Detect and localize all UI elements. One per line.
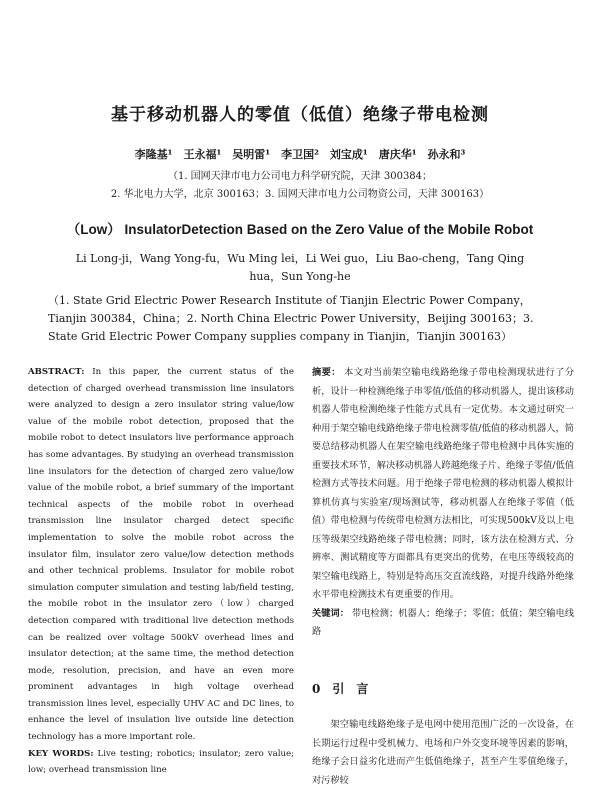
intro-heading: 0 引 言 [312, 682, 369, 696]
affiliation-en: （1. State Grid Electric Power Research Institute of Tianjin Electric Power Company，Tianjin 300384，China；2. North China Electric Power University，Beijing 300163；3. State Grid Electric Power Company supplies company in Tianjin，Tianjin 300163） [48, 294, 534, 343]
keywords-cn-text: 带电检测；机器人；绝缘子；零值；低值；架空输电线路 [312, 607, 575, 637]
abstract-en-column [28, 364, 294, 779]
abstract-cn-column [312, 364, 574, 642]
authors-en: Li Long-ji，Wang Yong-fu，Wu Ming lei，Li Wei guo，Liu Bao-cheng，Tang Qing hua，Sun Yong-he [75, 252, 525, 283]
authors-cn: 李隆基¹ 王永福¹ 吴明雷¹ 李卫国² 刘宝成¹ 唐庆华¹ 孙永和³ [134, 148, 466, 161]
intro-body: 架空输电线路绝缘子是电网中使用范围广泛的一次设备，在长期运行过程中受机械力、电场和户外交变环境等因素的影响，绝缘子会日益劣化进而产生低值绝缘子，甚至产生零值绝缘子，对污秽较 [312, 719, 574, 786]
abstract-en-label: ABSTRACT: [28, 367, 85, 377]
paper-title-cn: 基于移动机器人的零值（低值）绝缘子带电检测 [111, 105, 489, 125]
affiliation-cn-line1: （1. 国网天津市电力公司电力科学研究院，天津 300384； [167, 171, 433, 182]
abstract-cn-text: 本文对当前架空输电线路绝缘子带电检测现状进行了分析，设计一种检测绝缘子串零值/低值的移动机器人，提出该移动机器人带电检测绝缘子性能方式具有一定优势。本文通过研究一种用于架空输电线路绝缘子带电检测零值/低值的移动机器人，简要总结移动机器人在架空输电线路绝缘子带电检测中具体实施的重要技术环节，解决移动机器人跨越绝缘子片、绝缘子零值/低值检测方式等技术问题。用于绝缘子带电检测的移动机器人模拟计算机仿真与实验室/现场测试等，移动机器人在绝缘子零值（低值）带电检测与传统带电检测方法相比，可实现500kV及以上电压等级架空线路绝缘子带电检测；同时，该方法在检测方式、分辨率、测试精度等方面都具有更突出的优势，在电压等级较高的架空输电线路上，特别是特高压交直流线路，对提升线路外绝缘水平带电检测技术有更重要的作用。 [312, 367, 575, 600]
affiliation-cn-line2: 2. 华北电力大学，北京 300163；3. 国网天津市电力公司物资公司，天津 300163） [110, 189, 490, 200]
abstract-cn-label: 摘要： [312, 367, 341, 378]
keywords-en-text: Live testing; robotics; insulator; zero value; low; overhead transmission line [28, 748, 294, 776]
keywords-en-label: KEY WORDS: [28, 748, 94, 759]
abstract-en-text: In this paper, the current status of the detection of charged overhead transmission line insulators were analyzed to design a zero insulator string value/low value of the mobile robot detection, proposed that the mobile robot to detect insulators live performance approach has some advantages. By studying an overhead transmission line insulators for the detection of charged zero value/low value of the mobile robot, a brief summary of the important technical aspects of the mobile robot in overhead transmission line insulator charged detect specific implementation to solve the mobile robot across the insulator film, insulator zero value/low detection methods and other technical problems. Insulator for mobile robot simulation computer simulation and testing lab/field testing, the mobile robot in the insulator zero（low）charged detection compared with traditional live detection methods can be realized over voltage 500kV overhead lines and insulator detection; at the same time, the method detection mode, resolution, precision, and have an even more prominent advantages in high voltage overhead transmission lines level, especially UHV AC and DC lines, to enhance the level of insulation live outside line detection technology has a more important role. [28, 367, 294, 743]
paper-title-en: （Low） InsulatorDetection Based on the Zero Value of the Mobile Robot [66, 222, 534, 237]
keywords-cn-label: 关键词： [312, 607, 350, 619]
